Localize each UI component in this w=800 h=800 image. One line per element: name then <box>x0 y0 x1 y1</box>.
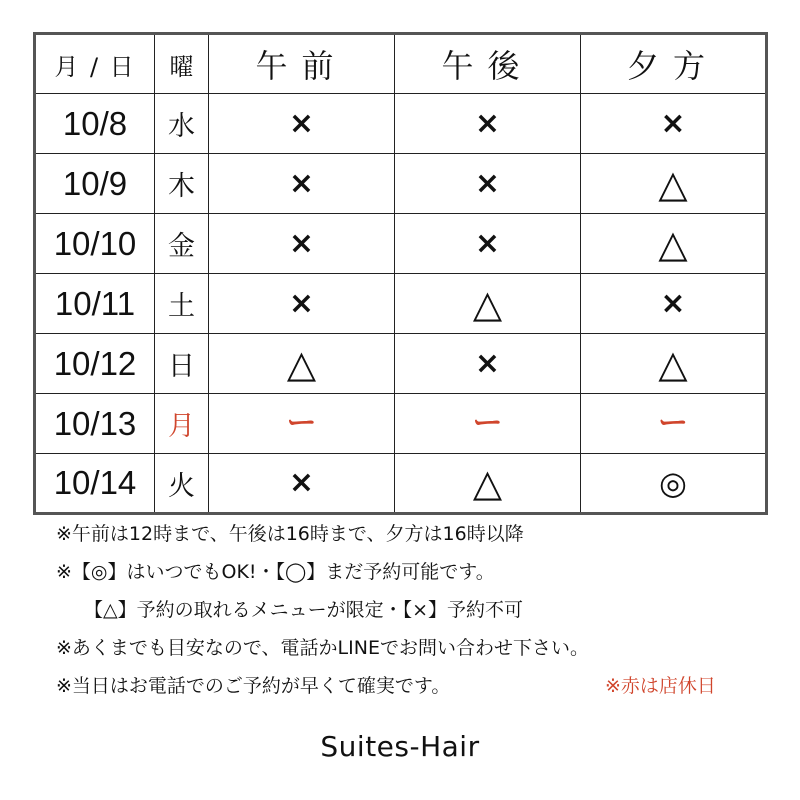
unavailable-mark: × <box>474 165 501 201</box>
unavailable-mark: × <box>288 465 315 500</box>
header-evening: 夕方 <box>581 34 767 94</box>
unavailable-mark: × <box>288 225 315 261</box>
limited-mark: △ <box>286 341 317 386</box>
row-date: 10/8 <box>35 94 155 154</box>
cell-evening <box>581 154 767 214</box>
limited-mark: △ <box>658 341 688 386</box>
cell-evening <box>581 274 767 334</box>
cell-morning <box>209 94 395 154</box>
salon-name: Suites-Hair <box>320 730 480 763</box>
note-contact: ※あくまでも目安なので、電話かLINEでお問い合わせ下さい。 <box>56 637 589 659</box>
row-day-of-week: 月 <box>155 394 209 454</box>
cell-morning <box>209 154 395 214</box>
unavailable-mark: × <box>288 285 315 321</box>
table-row <box>35 454 767 514</box>
row-date: 10/13 <box>35 394 155 454</box>
table-row <box>35 334 767 394</box>
limited-mark: △ <box>472 461 503 505</box>
table-body <box>35 94 767 514</box>
unavailable-mark: × <box>288 165 315 201</box>
closed-mark: ー <box>286 405 317 441</box>
limited-mark: △ <box>658 221 688 266</box>
unavailable-mark: × <box>660 105 686 141</box>
note-closed-day: ※赤は店休日 <box>605 675 716 697</box>
unavailable-mark: × <box>288 105 315 141</box>
cell-afternoon <box>395 94 581 154</box>
note-legend-2: 【△】予約の取れるメニューが限定・【×】予約不可 <box>84 599 524 621</box>
unavailable-mark: × <box>660 285 686 321</box>
table-row <box>35 154 767 214</box>
cell-evening <box>581 94 767 154</box>
cell-morning <box>209 334 395 394</box>
cell-afternoon <box>395 274 581 334</box>
row-date: 10/14 <box>35 454 155 514</box>
cell-afternoon <box>395 394 581 454</box>
cell-afternoon <box>395 454 581 514</box>
limited-mark: △ <box>472 281 503 326</box>
cell-evening <box>581 394 767 454</box>
availability-table <box>33 32 768 515</box>
row-date: 10/10 <box>35 214 155 274</box>
limited-mark: △ <box>658 161 688 206</box>
cell-evening <box>581 454 767 514</box>
row-date: 10/11 <box>35 274 155 334</box>
cell-evening <box>581 214 767 274</box>
header-day-of-week: 曜 <box>155 34 209 94</box>
cell-afternoon <box>395 334 581 394</box>
note-same-day <box>56 667 776 705</box>
row-day-of-week: 火 <box>155 454 209 514</box>
row-day-of-week: 土 <box>155 274 209 334</box>
unavailable-mark: × <box>474 105 501 141</box>
header-afternoon: 午後 <box>395 34 581 94</box>
row-date: 10/12 <box>35 334 155 394</box>
cell-morning <box>209 214 395 274</box>
cell-morning <box>209 454 395 514</box>
row-day-of-week: 金 <box>155 214 209 274</box>
unavailable-mark: × <box>474 345 501 381</box>
note-same-day-text: ※当日はお電話でのご予約が早くて確実です。 <box>56 675 451 697</box>
row-day-of-week: 水 <box>155 94 209 154</box>
table-row <box>35 214 767 274</box>
cell-afternoon <box>395 154 581 214</box>
note-hours: ※午前は12時まで、午後は16時まで、夕方は16時以降 <box>56 523 524 545</box>
row-day-of-week: 木 <box>155 154 209 214</box>
note-legend-1: ※【◎】はいつでもOK!・【◯】まだ予約可能です。 <box>56 561 495 583</box>
unavailable-mark: × <box>474 225 501 261</box>
table-row <box>35 394 767 454</box>
header-row <box>35 34 767 94</box>
table-row <box>35 274 767 334</box>
header-morning: 午前 <box>209 34 395 94</box>
available-anytime-mark: ◎ <box>659 464 687 502</box>
cell-morning <box>209 394 395 454</box>
row-date: 10/9 <box>35 154 155 214</box>
closed-mark: ー <box>658 405 688 441</box>
row-day-of-week: 日 <box>155 334 209 394</box>
cell-evening <box>581 334 767 394</box>
closed-mark: ー <box>472 405 503 441</box>
cell-afternoon <box>395 214 581 274</box>
notes <box>56 515 776 705</box>
table-row <box>35 94 767 154</box>
header-date: 月 / 日 <box>35 34 155 94</box>
cell-morning <box>209 274 395 334</box>
